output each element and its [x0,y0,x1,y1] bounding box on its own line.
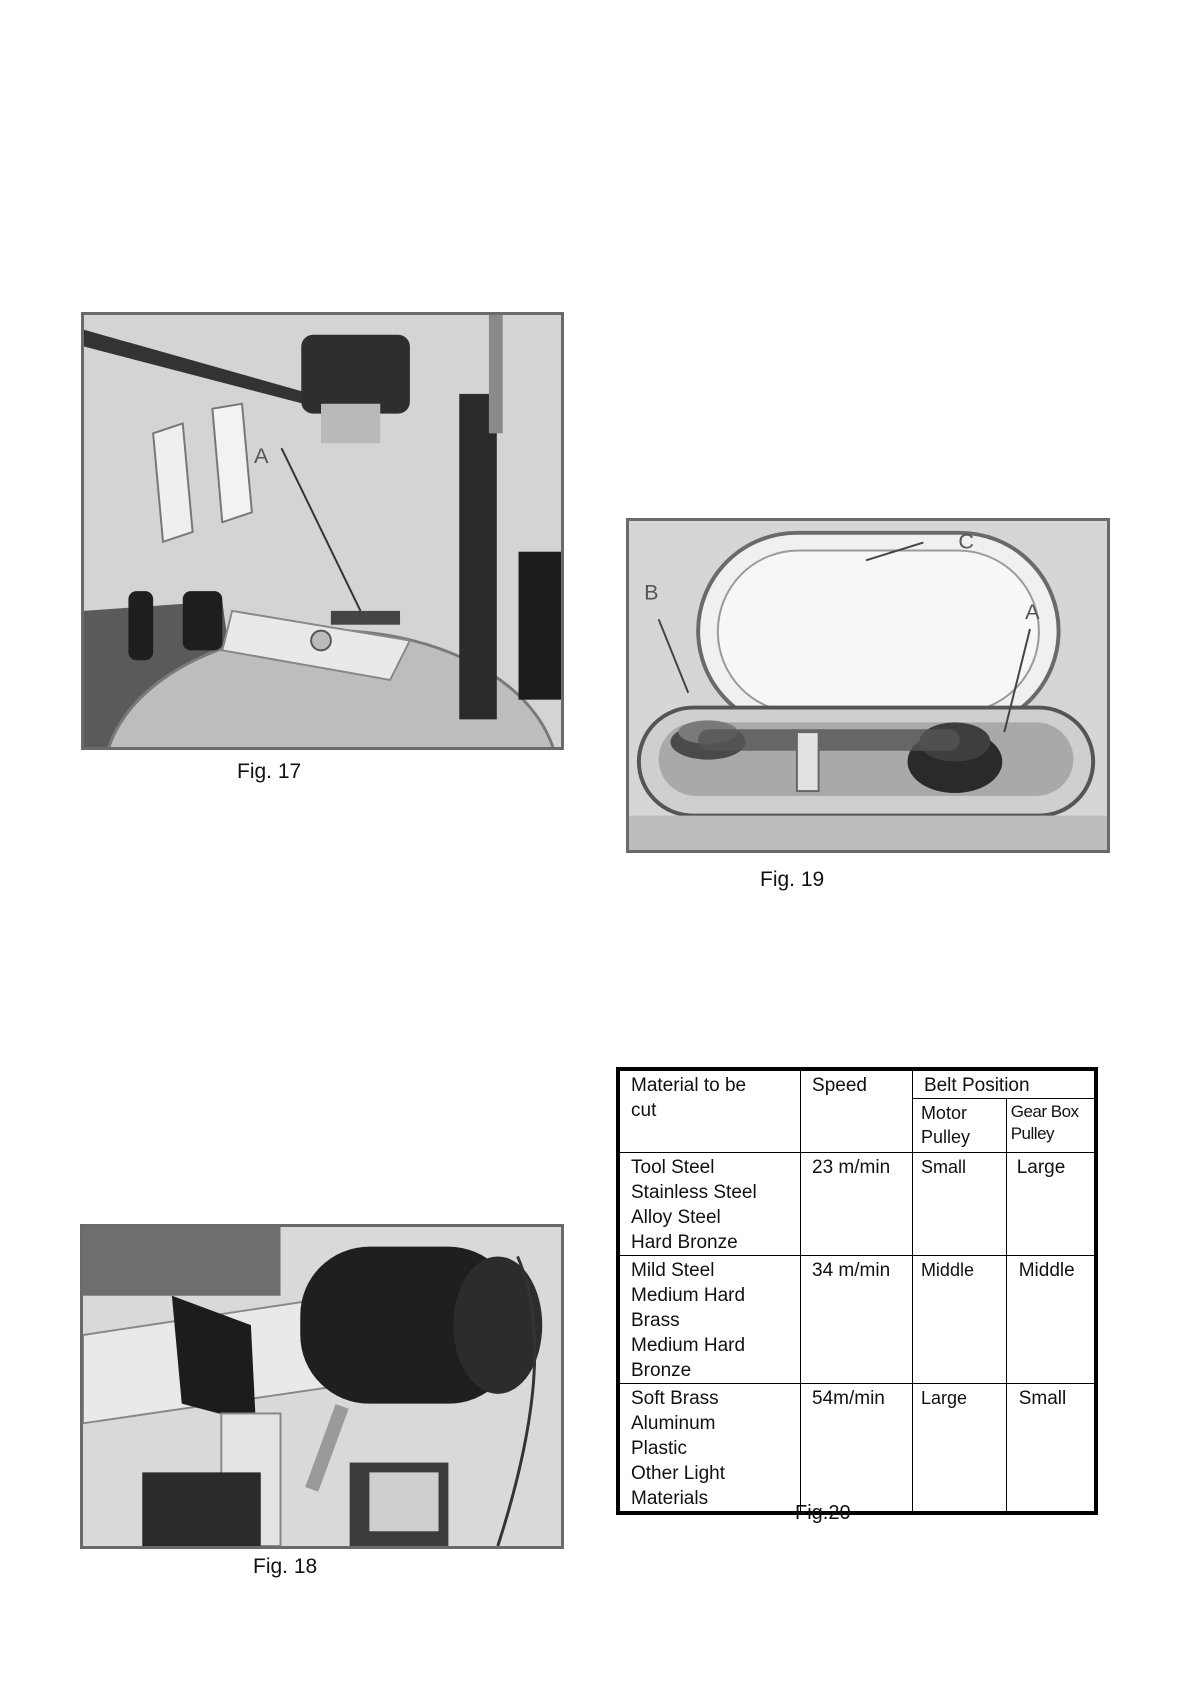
header-speed: Speed [801,1069,913,1153]
fig19-caption: Fig. 19 [760,868,825,891]
fig17-caption: Fig. 17 [237,760,302,783]
fig20-caption: Fig.20 [795,1502,851,1524]
cutting-speed-table [616,1067,1098,1515]
table-row [618,1384,1096,1514]
row-material: Soft Brass Aluminum Plastic Other Light Materials [618,1384,801,1514]
row-gearbox-pulley: Large [1006,1153,1096,1256]
fig18-illustration [83,1227,561,1546]
row-gearbox-pulley: Middle [1006,1256,1096,1384]
row-speed: 54m/min [801,1384,913,1514]
table-row [618,1153,1096,1256]
fig19-label-c: C [958,528,974,554]
row-motor-pulley: Small [912,1153,1006,1256]
fig17-labels [84,315,561,747]
row-motor-pulley: Middle [912,1256,1006,1384]
row-speed: 34 m/min [801,1256,913,1384]
row-motor-pulley: Large [912,1384,1006,1514]
header-belt-position: Belt Position [912,1069,1096,1099]
table-row [618,1256,1096,1384]
row-material: Mild Steel Medium Hard Brass Medium Hard Bronze [618,1256,801,1384]
fig17-photo [81,312,564,750]
fig19-photo [626,518,1110,853]
header-gear-box-pulley: Gear Box Pulley [1006,1099,1096,1153]
fig19-label-a: A [1025,599,1040,625]
header-material: Material to be cut [618,1069,801,1153]
header-motor-pulley: Motor Pulley [912,1099,1006,1153]
fig19-label-b: B [644,579,659,605]
fig17-label-a: A [253,442,269,468]
row-material: Tool Steel Stainless Steel Alloy Steel Hard Bronze [618,1153,801,1256]
fig19-labels [629,521,1107,850]
table-header-row [618,1069,1096,1099]
row-gearbox-pulley: Small [1006,1384,1096,1514]
fig18-caption: Fig. 18 [253,1555,318,1578]
row-speed: 23 m/min [801,1153,913,1256]
fig18-photo [80,1224,564,1549]
